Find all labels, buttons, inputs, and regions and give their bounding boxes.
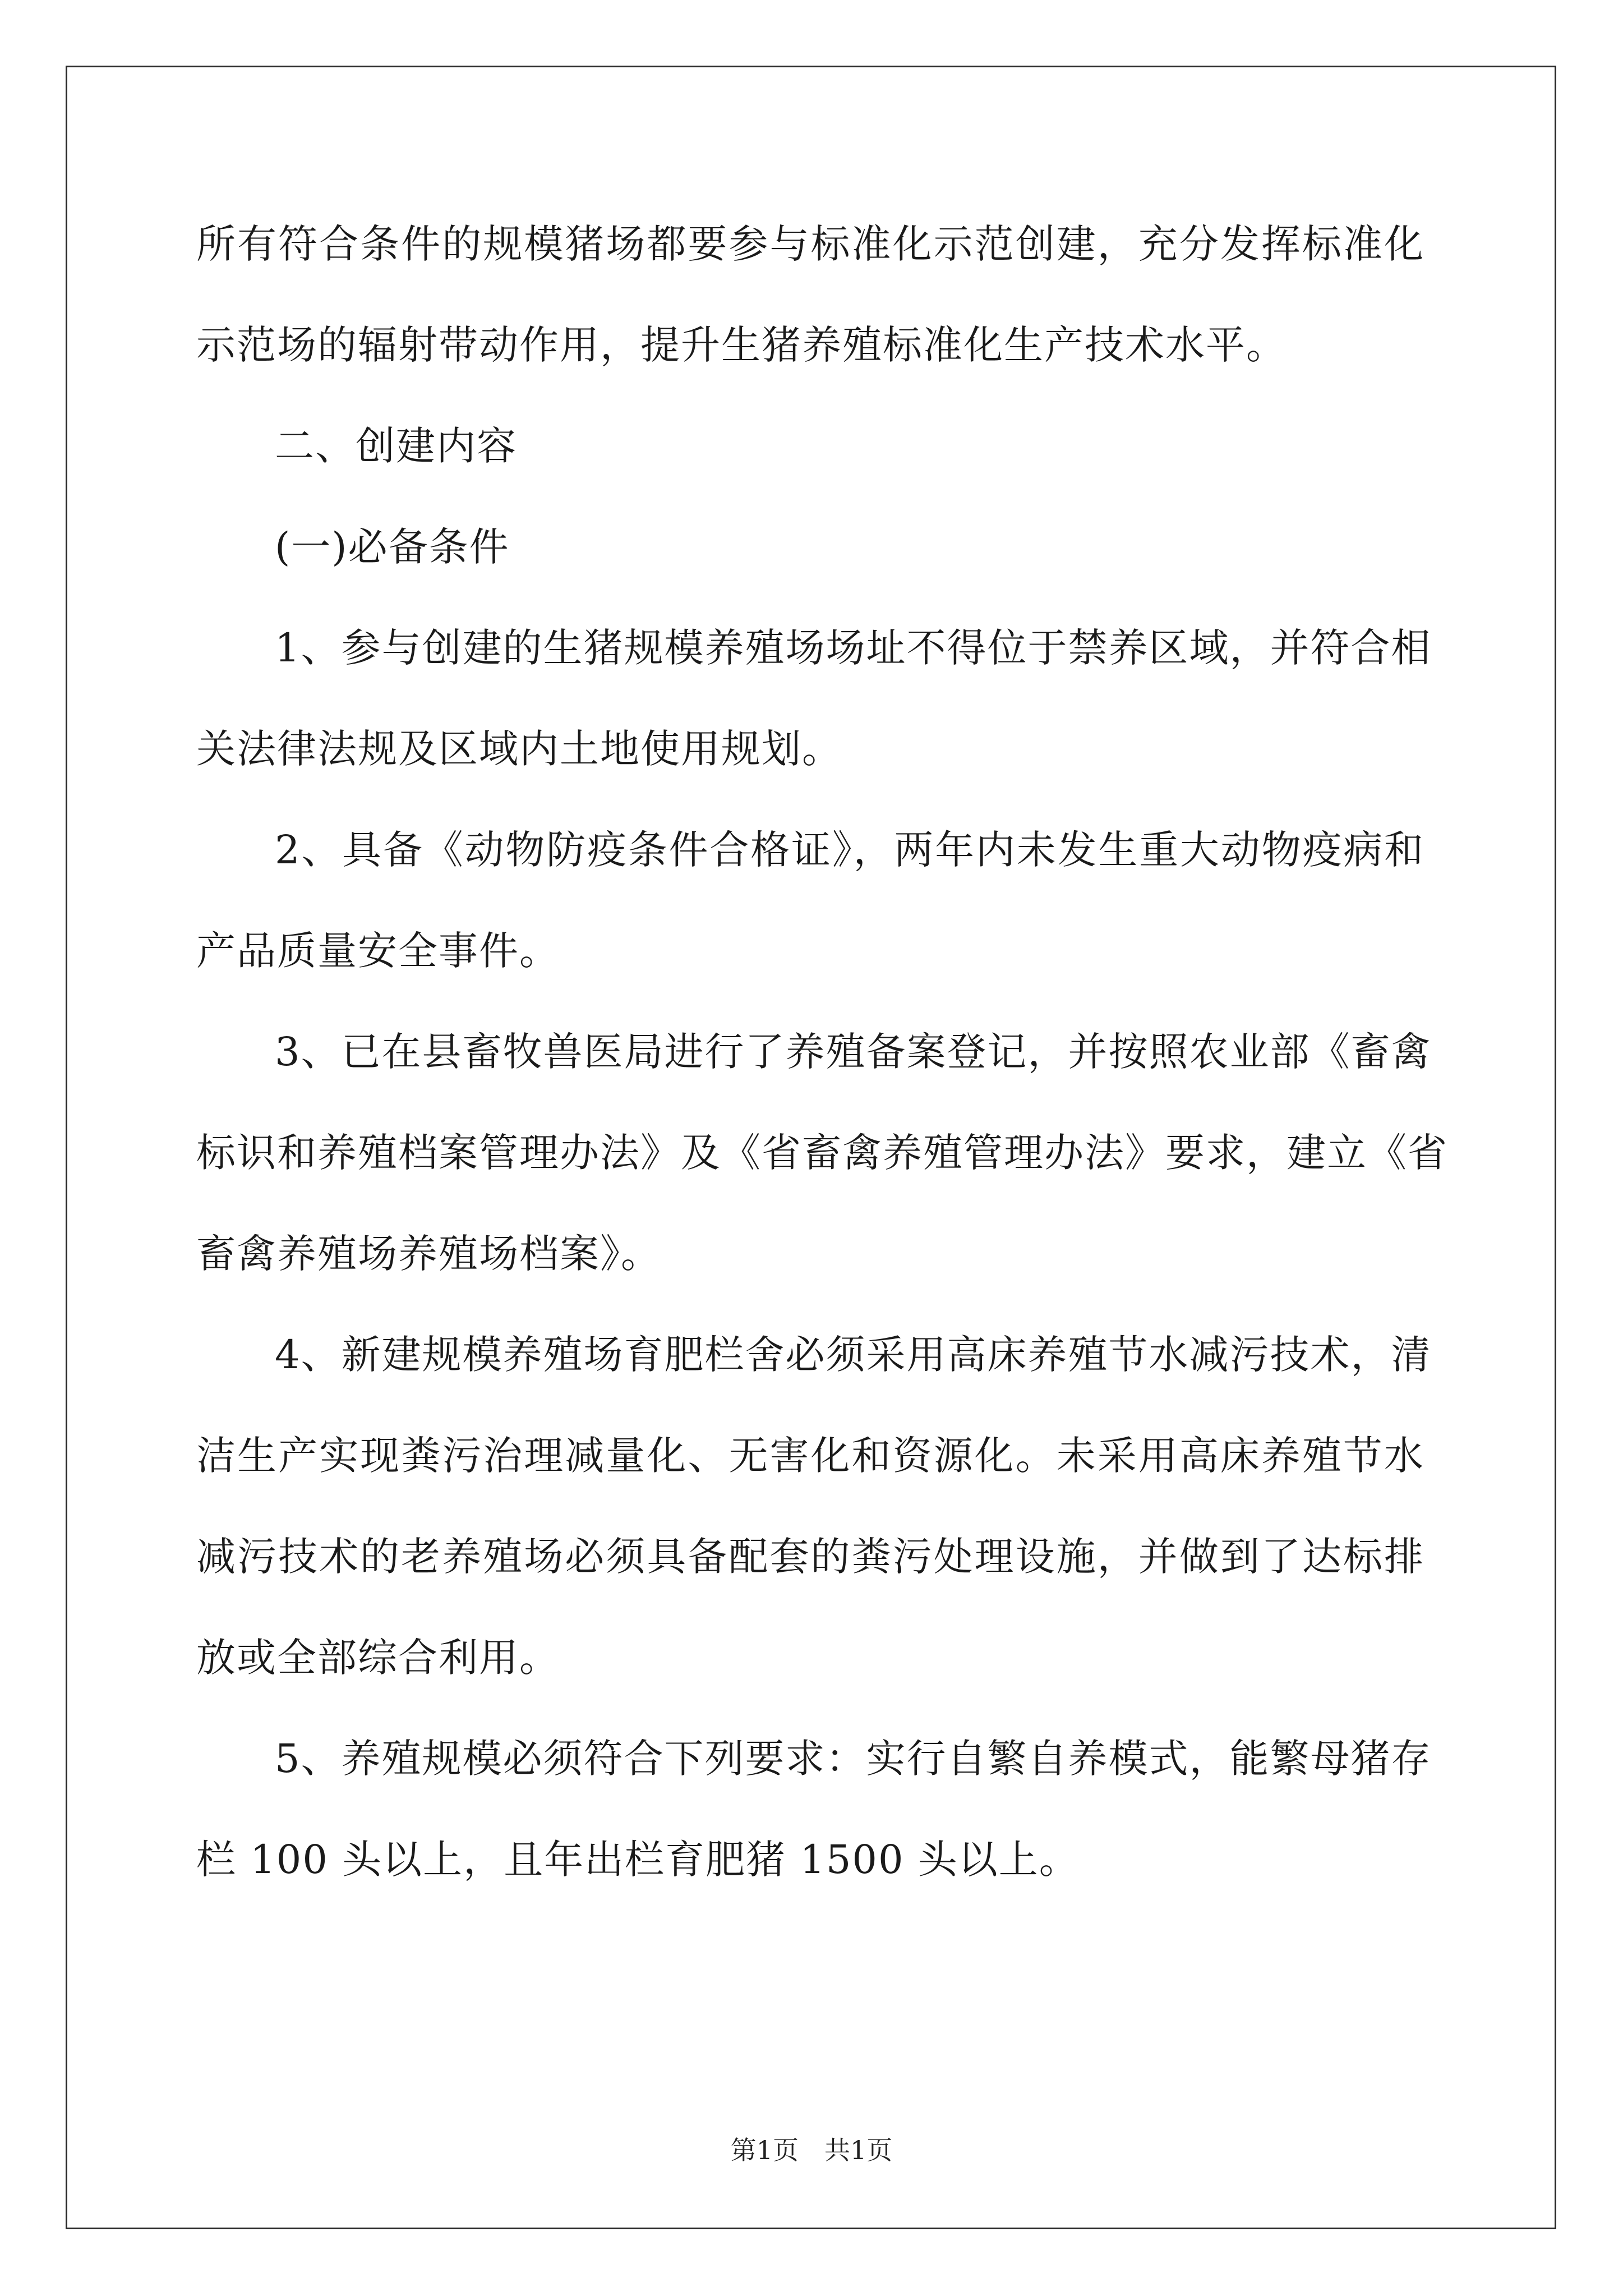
text-line: 产品质量安全事件。 [196,928,560,974]
text-line: 5、养殖规模必须符合下列要求：实行自繁自养模式，能繁母猪存 [275,1736,1432,1782]
text-line: 3、已在县畜牧兽医局进行了养殖备案登记，并按照农业部《畜禽 [275,1029,1432,1075]
text-line: 关法律法规及区域内土地使用规划。 [196,726,842,772]
text-line: 所有符合条件的规模猪场都要参与标准化示范创建，充分发挥标准化 [196,221,1424,267]
text-line: 1、参与创建的生猪规模养殖场场址不得位于禁养区域，并符合相 [275,625,1432,671]
text-line: 栏 100 头以上，且年出栏育肥猪 1500 头以上。 [196,1837,1080,1883]
text-line: 2、具备《动物防疫条件合格证》，两年内未发生重大动物疫病和 [275,827,1424,873]
section-heading: 二、创建内容 [275,423,517,469]
page-number-footer: 第1页 共1页 [730,2135,893,2165]
text-line: 4、新建规模养殖场育肥栏舍必须采用高床养殖节水减污技术，清 [275,1332,1432,1378]
text-line: 放或全部综合利用。 [196,1635,560,1681]
text-line: 标识和养殖档案管理办法》及《省畜禽养殖管理办法》要求，建立《省 [196,1130,1448,1176]
subsection-heading: (一)必备条件 [275,524,510,570]
text-line: 畜禽养殖场养殖场档案》。 [196,1231,661,1277]
text-line: 洁生产实现粪污治理减量化、无害化和资源化。未采用高床养殖节水 [196,1433,1424,1479]
text-line: 示范场的辐射带动作用，提升生猪养殖标准化生产技术水平。 [196,322,1287,368]
text-line: 减污技术的老养殖场必须具备配套的粪污处理设施，并做到了达标排 [196,1534,1424,1580]
